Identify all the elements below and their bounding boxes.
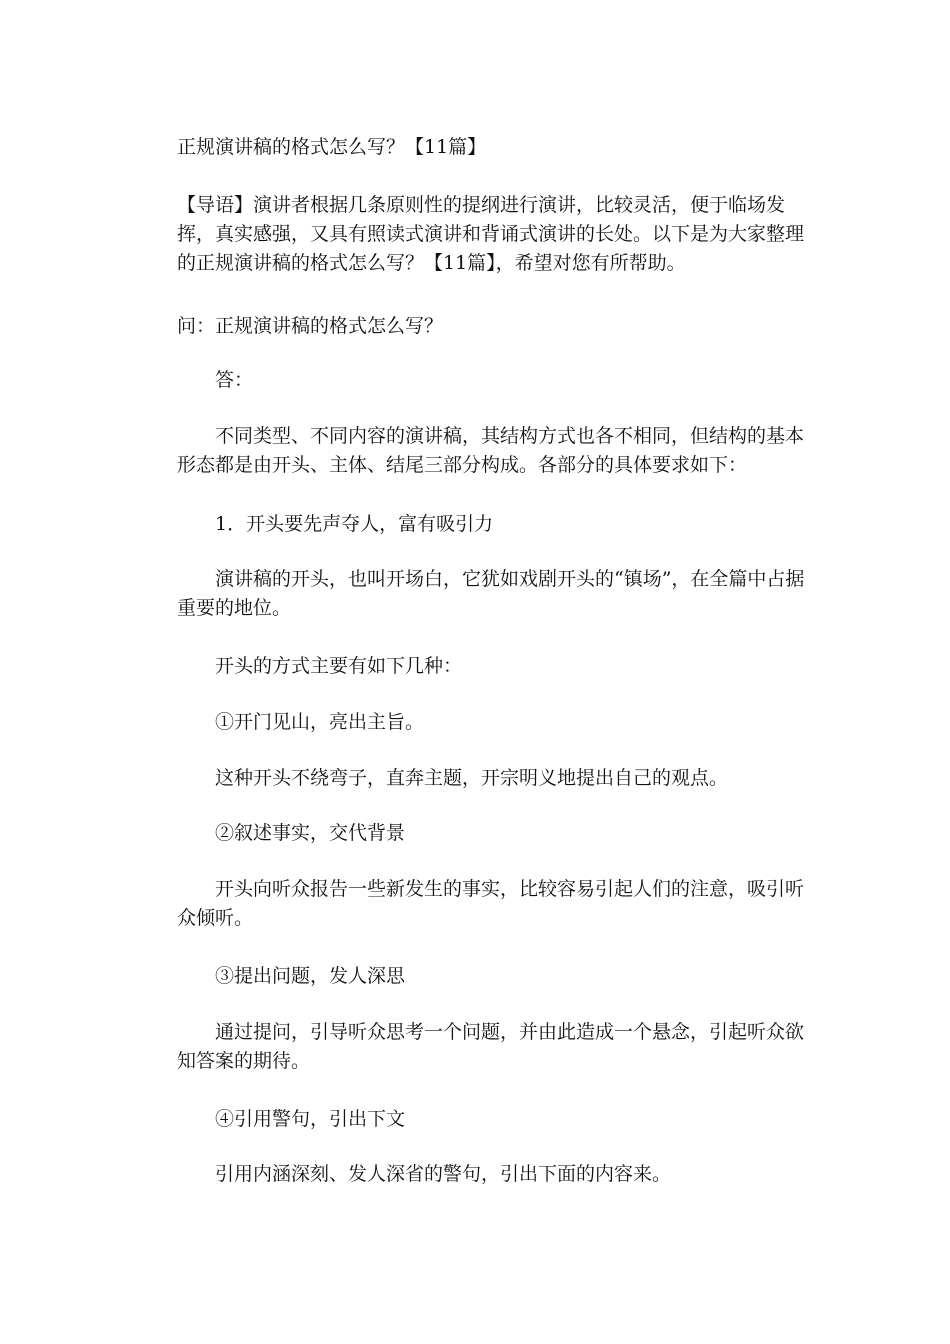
question-line: 问：正规演讲稿的格式怎么写？ bbox=[177, 315, 444, 337]
section-heading: 1．开头要先声夺人，富有吸引力 bbox=[215, 513, 494, 535]
body-paragraph: 引用内涵深刻、发人深省的警句，引出下面的内容来。 bbox=[215, 1163, 672, 1185]
intro-paragraph: 【导语】演讲者根据几条原则性的提纲进行演讲，比较灵活，便于临场发挥，真实感强，又具有照读式演讲和背诵式演讲的长处。以下是为大家整理的正规演讲稿的格式怎么写？【11篇】，希望对您有所帮助。 bbox=[177, 194, 805, 274]
body-paragraph: 开头向听众报告一些新发生的事实，比较容易引起人们的注意，吸引听众倾听。 bbox=[177, 878, 805, 929]
answer-label: 答： bbox=[215, 369, 254, 391]
list-heading: ②叙述事实，交代背景 bbox=[215, 822, 406, 844]
body-paragraph: 演讲稿的开头，也叫开场白，它犹如戏剧开头的“镇场”，在全篇中占据重要的地位。 bbox=[177, 568, 805, 619]
body-paragraph: 这种开头不绕弯子，直奔主题，开宗明义地提出自己的观点。 bbox=[215, 767, 729, 789]
body-paragraph: 开头的方式主要有如下几种： bbox=[215, 655, 463, 677]
body-paragraph: 不同类型、不同内容的演讲稿，其结构方式也各不相同，但结构的基本形态都是由开头、主体、结尾三部分构成。各部分的具体要求如下： bbox=[177, 425, 805, 476]
body-paragraph: 通过提问，引导听众思考一个问题，并由此造成一个悬念，引起听众欲知答案的期待。 bbox=[177, 1021, 805, 1072]
list-heading: ①开门见山，亮出主旨。 bbox=[215, 711, 425, 733]
list-heading: ④引用警句，引出下文 bbox=[215, 1108, 406, 1130]
document-title: 正规演讲稿的格式怎么写？【11篇】 bbox=[177, 136, 487, 158]
list-heading: ③提出问题，发人深思 bbox=[215, 965, 406, 987]
